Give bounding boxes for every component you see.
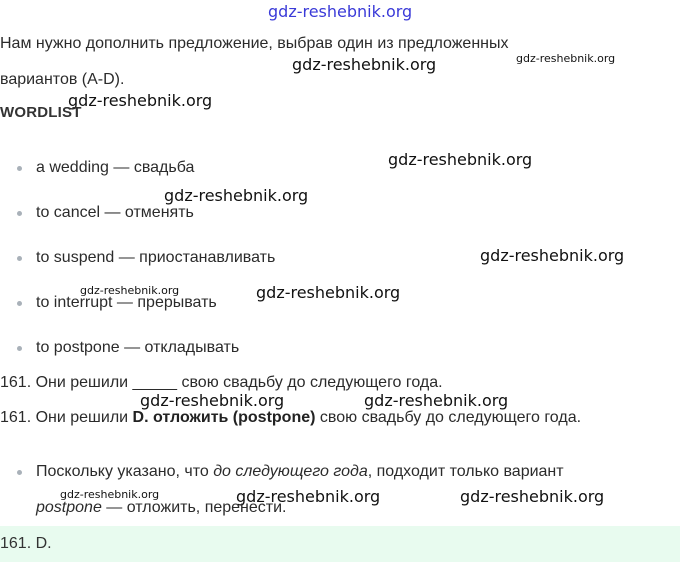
watermark-text: gdz-reshebnik.org	[460, 487, 605, 506]
task-question: 161. Они решили _____ свою свадьбу до следующего года.	[0, 374, 443, 391]
explanation-text: — отложить, перенести.	[101, 499, 287, 516]
intro-line-1: Нам нужно дополнить предложение, выбрав один из предложенных	[0, 35, 509, 52]
watermark-text: gdz-reshebnik.org	[268, 2, 413, 21]
watermark-text: gdz-reshebnik.org	[480, 246, 625, 265]
explanation-line-2	[36, 499, 287, 517]
bullet-icon	[17, 211, 22, 216]
list-item: a wedding — свадьба	[36, 159, 195, 176]
task-filled-prefix: 161. Они решили	[0, 409, 133, 426]
watermark-text: gdz-reshebnik.org	[364, 391, 509, 410]
explanation-line-1	[36, 463, 564, 481]
bullet-icon	[17, 346, 22, 351]
explanation-emphasis: postpone	[36, 499, 102, 516]
watermark-text: gdz-reshebnik.org	[388, 150, 533, 169]
explanation-emphasis: до следующего года	[213, 463, 368, 480]
task-filled-suffix: свою свадьбу до следующего года.	[315, 409, 582, 426]
watermark-text: gdz-reshebnik.org	[292, 55, 437, 74]
watermark-text: gdz-reshebnik.org	[68, 91, 213, 110]
task-filled	[0, 409, 581, 427]
intro-line-2: вариантов (A-D).	[0, 71, 125, 88]
list-item: to cancel — отменять	[36, 204, 194, 221]
task-filled-answer: D. отложить (postpone)	[132, 409, 316, 426]
watermark-text: gdz-reshebnik.org	[140, 391, 285, 410]
answer-text: 161. D.	[0, 535, 52, 552]
watermark-text: gdz-reshebnik.org	[164, 186, 309, 205]
answer-bar	[0, 526, 680, 562]
watermark-text: gdz-reshebnik.org	[256, 283, 401, 302]
explanation-text: Поскольку указано, что	[36, 463, 214, 480]
bullet-icon	[17, 301, 22, 306]
list-item: to interrupt — прерывать	[36, 294, 217, 311]
explanation-text: , подходит только вариант	[367, 463, 564, 480]
bullet-icon	[17, 166, 22, 171]
watermark-text: gdz-reshebnik.org	[60, 488, 160, 501]
list-item: to postpone — откладывать	[36, 339, 240, 356]
watermark-text: gdz-reshebnik.org	[236, 487, 381, 506]
wordlist-heading: WORDLIST	[0, 104, 82, 121]
watermark-text: gdz-reshebnik.org	[80, 284, 180, 297]
watermark-text: gdz-reshebnik.org	[516, 52, 616, 65]
list-item: to suspend — приостанавливать	[36, 249, 276, 266]
bullet-icon	[17, 256, 22, 261]
bullet-icon	[17, 470, 22, 475]
